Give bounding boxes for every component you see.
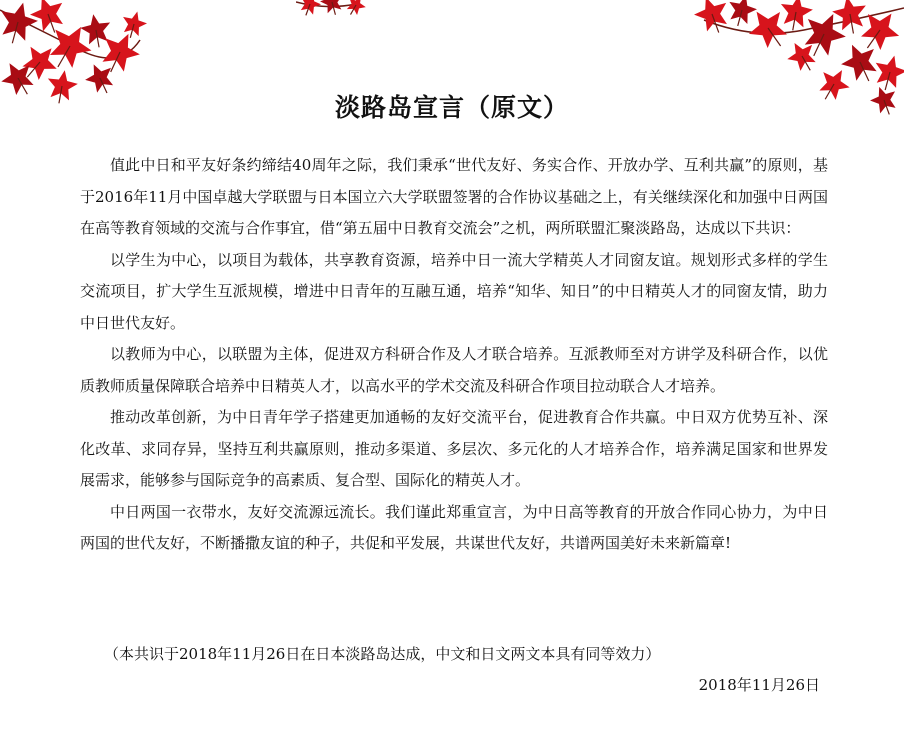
maple-leaf-icon: [795, 5, 852, 65]
maple-leaf-icon: [40, 16, 99, 77]
maple-leaf-icon: [93, 26, 145, 80]
maple-leaves-top-center: [296, 0, 376, 20]
document-title: 淡路岛宣言（原文）: [334, 93, 569, 122]
paragraph-teachers: 以教师为中心，以联盟为主体，促进双方科研合作及人才联合培养。互派教师至对方讲学及科研合作，以优质教师质量保障联合培养中日精英人才，以高水平的学术交流及科研合作项目拉动联合人才培养。: [80, 345, 828, 395]
maple-leaf-icon: [830, 0, 870, 36]
maple-leaf-icon: [0, 0, 42, 48]
maple-leaf-icon: [836, 37, 886, 88]
maple-leaf-icon: [26, 0, 71, 38]
maple-leaf-icon: [296, 0, 324, 19]
branch-stem: [296, 2, 356, 7]
maple-leaf-icon: [342, 0, 369, 19]
paragraph-closing: 中日两国一衣带水，友好交流源远流长。我们谨此郑重宣言，为中日高等教育的开放合作同心协力，为中日两国的世代友好，不断播撒友谊的种子，共促和平发展，共谋世代友好，共谱两国美好未来新篇章!: [80, 502, 828, 552]
branch-stem: [0, 10, 140, 58]
maple-leaf-icon: [118, 8, 149, 41]
paragraph-intro: 值此中日和平友好条约缔结40周年之际，我们秉承“世代友好、务实合作、开放办学、互利共赢”的原则，基于2016年11月中国卓越大学联盟与日本国立六大学联盟签署的合作协议基础之上，有关继续深化和加强中日两国在高等教育领域的交流与合作事宜，借“第五届中日教育交流会”之机，两所联盟汇聚淡路岛，达成以下共识：: [80, 156, 828, 237]
paragraph-students: 以学生为中心，以项目为载体，共享教育资源，培养中日一流大学精英人才同窗友谊。规划形式多样的学生交流项目，扩大学生互派规模，增进中日青年的互融互通，培养“知华、知日”的中日精英人才的同窗友情，助力中日世代友好。: [80, 250, 828, 332]
branch-stem: [704, 8, 904, 33]
declaration-body: [80, 150, 828, 560]
maple-leaf-icon: [78, 12, 114, 50]
maple-leaf-icon: [741, 1, 796, 57]
validity-note: （本共识于2018年11月26日在日本淡路岛达成，中文和日文两文本具有同等效力）: [104, 645, 661, 663]
signing-date: 2018年11月26日: [698, 676, 820, 694]
maple-leaf-icon: [318, 0, 347, 18]
maple-leaf-icon: [852, 3, 904, 59]
maple-leaf-icon: [14, 37, 64, 88]
paragraph-reform: 推动改革创新，为中日青年学子搭建更加通畅的友好交流平台，促进教育合作共赢。中日双方优势互补、深化改革、求同存异，坚持互利共赢原则，推动多渠道、多层次、多元化的人才培养合作，培养满足国家和世界发展需求，能够参与国际竞争的高素质、复合型、国际化的精英人才。: [80, 408, 828, 489]
maple-leaf-icon: [724, 0, 760, 30]
maple-leaf-icon: [782, 36, 823, 78]
maple-leaf-icon: [777, 0, 815, 33]
maple-leaf-icon: [690, 0, 735, 38]
